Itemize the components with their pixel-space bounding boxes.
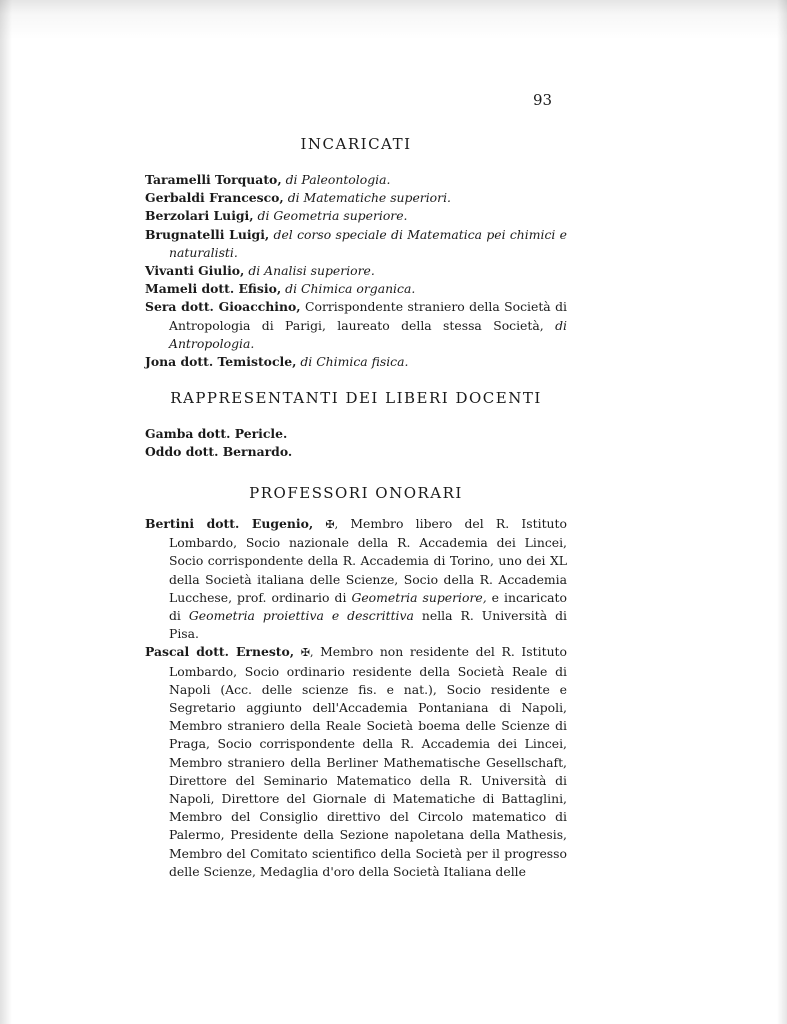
list-item	[145, 353, 567, 371]
entry-role: di Antropologia.	[169, 317, 567, 351]
entry-subject: Geometria superiore,	[351, 589, 487, 605]
entry-name: Oddo dott. Bernardo.	[145, 444, 293, 460]
heading-rappresentanti: RAPPRESENTANTI DEI LIBERI DOCENTI	[170, 389, 542, 407]
list-item	[145, 515, 567, 643]
rappresentanti-list	[145, 425, 567, 461]
entry-name: Berzolari Luigi,	[145, 208, 254, 224]
scan-shadow-top	[0, 0, 787, 40]
list-item	[145, 189, 567, 207]
list-item	[145, 298, 567, 353]
entry-name: Bertini dott. Eugenio,	[145, 516, 314, 531]
list-item	[145, 280, 567, 298]
entry-name: Pascal dott. Ernesto,	[145, 644, 295, 660]
entry-role: di Analisi superiore.	[248, 263, 375, 279]
entry-role: di Matematiche superiori.	[287, 190, 451, 206]
entry-text: Corrispondente straniero della Società di Antropologia di Parigi, laureato della stessa Società,	[169, 299, 567, 333]
order-cross-icon: ✠,	[325, 518, 339, 531]
entry-role: di Paleontologia.	[285, 172, 391, 187]
heading-professori-onorari: PROFESSORI ONORARI	[249, 484, 463, 502]
entry-text: Membro libero del R. Istituto Lombardo, Socio nazionale della R. Accademia dei Lincei, Socio corrispondente della R. Accademia di Torino, uno dei XL della Società italiana delle Scienze, Socio della R. Accademia Lucchese, prof. ordinario di	[169, 516, 567, 605]
entry-name: Gamba dott. Pericle.	[145, 426, 288, 441]
incaricati-list	[145, 171, 567, 371]
entry-name: Mameli dott. Efisio,	[145, 281, 282, 297]
heading-incaricati: INCARICATI	[300, 135, 412, 153]
scan-shadow-left	[0, 0, 12, 1024]
entry-text: e incaricato di	[169, 589, 567, 624]
list-item	[145, 443, 567, 461]
order-cross-icon: ✠,	[300, 646, 314, 660]
list-item	[145, 171, 567, 189]
list-item	[145, 262, 567, 280]
list-item	[145, 643, 567, 881]
entry-role: del corso speciale di Matematica pei chimici e naturalisti.	[169, 226, 567, 260]
entry-name: Taramelli Torquato,	[145, 172, 282, 187]
entry-subject: Geometria proiettiva e descrittiva	[188, 608, 414, 624]
entry-text: Membro non residente del R. Istituto Lombardo, Socio ordinario residente della Società Reale di Napoli (Acc. delle scienze fis. e nat.), Socio residente e Segretario aggiunto dell'Accademia Pontaniana di Napoli, Membro straniero della Reale Società boema delle Scienze di Praga, Socio corrispondente della R. Accademia dei Lincei, Membro straniero della Berliner Mathematische Gesellschaft, Direttore del Seminario Matematico della R. Università di Napoli, Direttore del Giornale di Matematiche di Battaglini, Membro del Consiglio direttivo del Circolo matematico di Palermo, Presidente della Sezione napoletana della Mathesis, Membro del Comitato scientifico della Società per il progresso delle Scienze, Medaglia d'oro della Società Italiana delle	[169, 644, 567, 879]
entry-name: Gerbaldi Francesco,	[145, 190, 284, 206]
onorari-list	[145, 515, 567, 881]
page-number: 93	[533, 91, 553, 109]
entry-role: di Chimica fisica.	[300, 354, 409, 370]
entry-name: Sera dott. Gioacchino,	[145, 299, 301, 315]
list-item	[145, 226, 567, 262]
entry-role: di Chimica organica.	[285, 281, 416, 297]
list-item	[145, 207, 567, 225]
list-item	[145, 425, 567, 443]
scan-shadow-right	[777, 0, 787, 1024]
entry-name: Brugnatelli Luigi,	[145, 226, 270, 242]
entry-name: Vivanti Giulio,	[145, 263, 245, 279]
entry-role: di Geometria superiore.	[257, 208, 408, 224]
entry-name: Jona dott. Temistocle,	[145, 354, 297, 370]
entry-text: nella R. Università di Pisa.	[169, 608, 567, 642]
